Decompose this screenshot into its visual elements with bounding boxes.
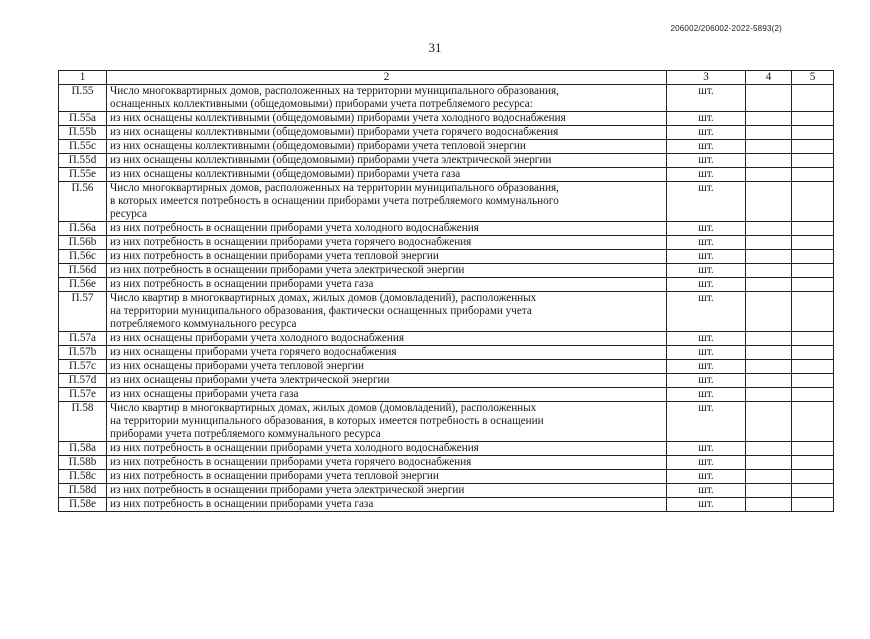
row-value-4: [746, 442, 792, 456]
row-description-text: Число квартир в многоквартирных домах, жилых домов (домовладений), расположенных на территории муниципального образования, в которых имеется потребность в оснащении приборами учета потребляемого коммунального ресурса: [110, 402, 544, 440]
row-unit: [667, 168, 746, 182]
table-header-row: [59, 71, 834, 85]
table-row: [59, 250, 834, 264]
row-description: [107, 236, 667, 250]
table-row: [59, 222, 834, 236]
table-row: [59, 85, 834, 112]
row-value-4: [746, 346, 792, 360]
row-code: [59, 154, 107, 168]
row-value-4: [746, 222, 792, 236]
row-code-text: П.57c: [68, 360, 97, 372]
row-code: [59, 140, 107, 154]
row-value-5: [792, 182, 834, 222]
row-value-5: [792, 168, 834, 182]
row-value-5: [792, 402, 834, 442]
row-unit-text: шт.: [698, 222, 714, 234]
row-value-4: [746, 250, 792, 264]
row-unit: [667, 126, 746, 140]
row-code-text: П.55c: [68, 140, 97, 152]
row-code: [59, 112, 107, 126]
row-code-text: П.58d: [68, 484, 97, 496]
row-description-text: Число квартир в многоквартирных домах, жилых домов (домовладений), расположенных на территории муниципального образования, фактически оснащенных приборами учета потребляемого коммунального ресурса: [110, 292, 537, 330]
row-description-text: из них оснащены коллективными (общедомовыми) приборами учета электрической энергии: [110, 154, 552, 166]
row-code: [59, 346, 107, 360]
row-description-text: из них оснащены коллективными (общедомовыми) приборами учета тепловой энергии: [110, 140, 526, 152]
row-value-4: [746, 456, 792, 470]
row-unit: [667, 498, 746, 512]
row-description: [107, 456, 667, 470]
row-unit-text: шт.: [698, 456, 714, 468]
row-unit: [667, 154, 746, 168]
row-unit: [667, 264, 746, 278]
row-code-text: П.55e: [68, 168, 97, 180]
row-unit-text: шт.: [698, 154, 714, 166]
column-header-4: 4: [746, 71, 792, 85]
row-unit: [667, 292, 746, 332]
row-code-text: П.57а: [68, 332, 97, 344]
row-code: [59, 126, 107, 140]
row-unit-text: шт.: [698, 112, 714, 124]
row-description: [107, 126, 667, 140]
row-value-4: [746, 278, 792, 292]
row-description: [107, 292, 667, 332]
row-value-4: [746, 154, 792, 168]
row-description-text: из них оснащены коллективными (общедомовыми) приборами учета холодного водоснабжения: [110, 112, 566, 124]
row-value-4: [746, 140, 792, 154]
row-code: [59, 360, 107, 374]
row-code: [59, 264, 107, 278]
row-code-text: П.58а: [68, 442, 97, 454]
row-value-4: [746, 374, 792, 388]
row-value-5: [792, 250, 834, 264]
row-description: [107, 498, 667, 512]
table-row: [59, 498, 834, 512]
row-description-text: из них потребность в оснащении приборами учета тепловой энергии: [110, 250, 439, 262]
data-table: [58, 70, 834, 512]
row-value-4: [746, 264, 792, 278]
row-unit-text: шт.: [698, 346, 714, 358]
row-code-text: П.57b: [68, 346, 97, 358]
row-value-5: [792, 236, 834, 250]
row-code-text: П.56а: [68, 222, 97, 234]
row-description-text: из них оснащены приборами учета тепловой энергии: [110, 360, 365, 372]
row-code: [59, 278, 107, 292]
row-code-text: П.55: [71, 85, 94, 97]
row-unit-text: шт.: [698, 140, 714, 152]
row-code-text: П.58: [71, 402, 94, 414]
row-value-4: [746, 168, 792, 182]
table-row: [59, 470, 834, 484]
row-value-5: [792, 278, 834, 292]
row-value-5: [792, 264, 834, 278]
row-value-5: [792, 292, 834, 332]
row-unit-text: шт.: [698, 278, 714, 290]
row-code: [59, 456, 107, 470]
column-header-3: 3: [667, 71, 746, 85]
row-unit: [667, 222, 746, 236]
row-code-text: П.58c: [68, 470, 97, 482]
row-description: [107, 360, 667, 374]
table-row: [59, 154, 834, 168]
row-value-5: [792, 154, 834, 168]
row-unit-text: шт.: [698, 374, 714, 386]
row-description-text: из них оснащены приборами учета электрической энергии: [110, 374, 390, 386]
row-unit-text: шт.: [698, 360, 714, 372]
row-unit-text: шт.: [698, 168, 714, 180]
row-value-5: [792, 112, 834, 126]
row-description-text: из них потребность в оснащении приборами учета тепловой энергии: [110, 470, 439, 482]
row-description-text: из них потребность в оснащении приборами учета газа: [110, 278, 374, 290]
row-unit: [667, 374, 746, 388]
table-row: [59, 264, 834, 278]
row-unit: [667, 250, 746, 264]
row-unit-text: шт.: [698, 250, 714, 262]
row-description: [107, 140, 667, 154]
table-row: [59, 140, 834, 154]
row-value-5: [792, 222, 834, 236]
row-value-5: [792, 484, 834, 498]
table-row: [59, 236, 834, 250]
table-row: [59, 442, 834, 456]
row-unit: [667, 402, 746, 442]
document-id: 206002/206002-2022-5893(2): [670, 24, 782, 33]
row-unit-text: шт.: [698, 182, 714, 194]
row-value-4: [746, 484, 792, 498]
row-value-5: [792, 470, 834, 484]
row-code-text: П.56b: [68, 236, 97, 248]
row-code-text: П.58b: [68, 456, 97, 468]
row-unit: [667, 346, 746, 360]
row-code: [59, 332, 107, 346]
row-code-text: П.56e: [68, 278, 97, 290]
row-code: [59, 250, 107, 264]
row-description-text: Число многоквартирных домов, расположенных на территории муниципального образования, в которых имеется потребность в оснащении приборами учета потребляемого коммунального ресурса: [110, 182, 559, 220]
row-code: [59, 388, 107, 402]
row-unit: [667, 360, 746, 374]
row-description: [107, 168, 667, 182]
row-value-5: [792, 360, 834, 374]
row-value-4: [746, 360, 792, 374]
row-description: [107, 388, 667, 402]
row-code: [59, 236, 107, 250]
row-code: [59, 470, 107, 484]
row-value-4: [746, 182, 792, 222]
row-description-text: из них потребность в оснащении приборами учета горячего водоснабжения: [110, 236, 472, 248]
row-unit: [667, 442, 746, 456]
row-description: [107, 402, 667, 442]
row-description-text: из них оснащены приборами учета горячего водоснабжения: [110, 346, 397, 358]
row-code: [59, 182, 107, 222]
row-unit-text: шт.: [698, 484, 714, 496]
row-code: [59, 442, 107, 456]
row-unit: [667, 85, 746, 112]
table-row: [59, 292, 834, 332]
row-value-5: [792, 346, 834, 360]
table-row: [59, 402, 834, 442]
row-code-text: П.56: [71, 182, 94, 194]
row-code: [59, 484, 107, 498]
row-code: [59, 498, 107, 512]
row-unit-text: шт.: [698, 498, 714, 510]
row-unit: [667, 140, 746, 154]
row-code-text: П.58e: [68, 498, 97, 510]
table-row: [59, 374, 834, 388]
row-description: [107, 374, 667, 388]
row-value-5: [792, 456, 834, 470]
row-value-5: [792, 374, 834, 388]
row-description: [107, 442, 667, 456]
row-description-text: из них потребность в оснащении приборами учета горячего водоснабжения: [110, 456, 472, 468]
table-row: [59, 346, 834, 360]
row-value-5: [792, 140, 834, 154]
row-description: [107, 112, 667, 126]
row-code: [59, 168, 107, 182]
row-unit-text: шт.: [698, 292, 714, 304]
row-description: [107, 346, 667, 360]
row-value-4: [746, 332, 792, 346]
row-unit: [667, 112, 746, 126]
row-description: [107, 470, 667, 484]
row-value-4: [746, 236, 792, 250]
page-number: 31: [428, 40, 442, 55]
row-code-text: П.56c: [68, 250, 97, 262]
table-row: [59, 182, 834, 222]
table-row: [59, 112, 834, 126]
row-description-text: из них оснащены приборами учета газа: [110, 388, 299, 400]
row-unit-text: шт.: [698, 85, 714, 97]
table-row: [59, 360, 834, 374]
table-row: [59, 484, 834, 498]
row-code-text: П.57e: [68, 388, 97, 400]
table-row: [59, 168, 834, 182]
row-code: [59, 222, 107, 236]
row-value-5: [792, 388, 834, 402]
row-description-text: из них оснащены коллективными (общедомовыми) приборами учета газа: [110, 168, 461, 180]
row-unit: [667, 278, 746, 292]
column-header-5: 5: [792, 71, 834, 85]
row-value-4: [746, 402, 792, 442]
row-code-text: П.55d: [68, 154, 97, 166]
row-description: [107, 182, 667, 222]
row-unit: [667, 388, 746, 402]
row-unit-text: шт.: [698, 264, 714, 276]
row-description: [107, 484, 667, 498]
row-code: [59, 402, 107, 442]
row-unit-text: шт.: [698, 332, 714, 344]
row-description-text: из них потребность в оснащении приборами учета холодного водоснабжения: [110, 222, 479, 234]
row-code: [59, 292, 107, 332]
row-value-4: [746, 388, 792, 402]
row-code-text: П.55b: [68, 126, 97, 138]
row-description-text: из них потребность в оснащении приборами учета холодного водоснабжения: [110, 442, 479, 454]
row-unit-text: шт.: [698, 126, 714, 138]
row-value-4: [746, 112, 792, 126]
row-value-5: [792, 85, 834, 112]
row-description-text: Число многоквартирных домов, расположенных на территории муниципального образования, оснащенных коллективными (общедомовыми) приборами учета потребляемого ресурса:: [110, 85, 559, 110]
row-unit: [667, 182, 746, 222]
row-code-text: П.57d: [68, 374, 97, 386]
row-unit-text: шт.: [698, 236, 714, 248]
row-unit-text: шт.: [698, 470, 714, 482]
row-code: [59, 374, 107, 388]
row-unit: [667, 470, 746, 484]
row-description: [107, 250, 667, 264]
row-value-5: [792, 332, 834, 346]
row-description-text: из них потребность в оснащении приборами учета электрической энергии: [110, 264, 465, 276]
row-description: [107, 222, 667, 236]
row-unit-text: шт.: [698, 442, 714, 454]
row-value-5: [792, 126, 834, 140]
row-code-text: П.55а: [68, 112, 97, 124]
row-code-text: П.56d: [68, 264, 97, 276]
row-description-text: из них потребность в оснащении приборами учета газа: [110, 498, 374, 510]
row-code: [59, 85, 107, 112]
row-value-4: [746, 498, 792, 512]
column-header-2: 2: [107, 71, 667, 85]
row-description: [107, 278, 667, 292]
table-row: [59, 332, 834, 346]
row-value-4: [746, 85, 792, 112]
row-description-text: из них оснащены коллективными (общедомовыми) приборами учета горячего водоснабжения: [110, 126, 559, 138]
row-description: [107, 264, 667, 278]
row-code-text: П.57: [71, 292, 94, 304]
row-unit-text: шт.: [698, 388, 714, 400]
row-description-text: из них потребность в оснащении приборами учета электрической энергии: [110, 484, 465, 496]
table-row: [59, 456, 834, 470]
row-value-5: [792, 442, 834, 456]
row-description: [107, 85, 667, 112]
row-value-4: [746, 470, 792, 484]
row-value-4: [746, 292, 792, 332]
row-description-text: из них оснащены приборами учета холодного водоснабжения: [110, 332, 404, 344]
row-unit: [667, 332, 746, 346]
row-value-5: [792, 498, 834, 512]
row-value-4: [746, 126, 792, 140]
row-unit: [667, 484, 746, 498]
row-description: [107, 332, 667, 346]
column-header-1: 1: [59, 71, 107, 85]
table-row: [59, 388, 834, 402]
table-row: [59, 278, 834, 292]
row-unit: [667, 236, 746, 250]
row-unit: [667, 456, 746, 470]
row-unit-text: шт.: [698, 402, 714, 414]
table-row: [59, 126, 834, 140]
row-description: [107, 154, 667, 168]
